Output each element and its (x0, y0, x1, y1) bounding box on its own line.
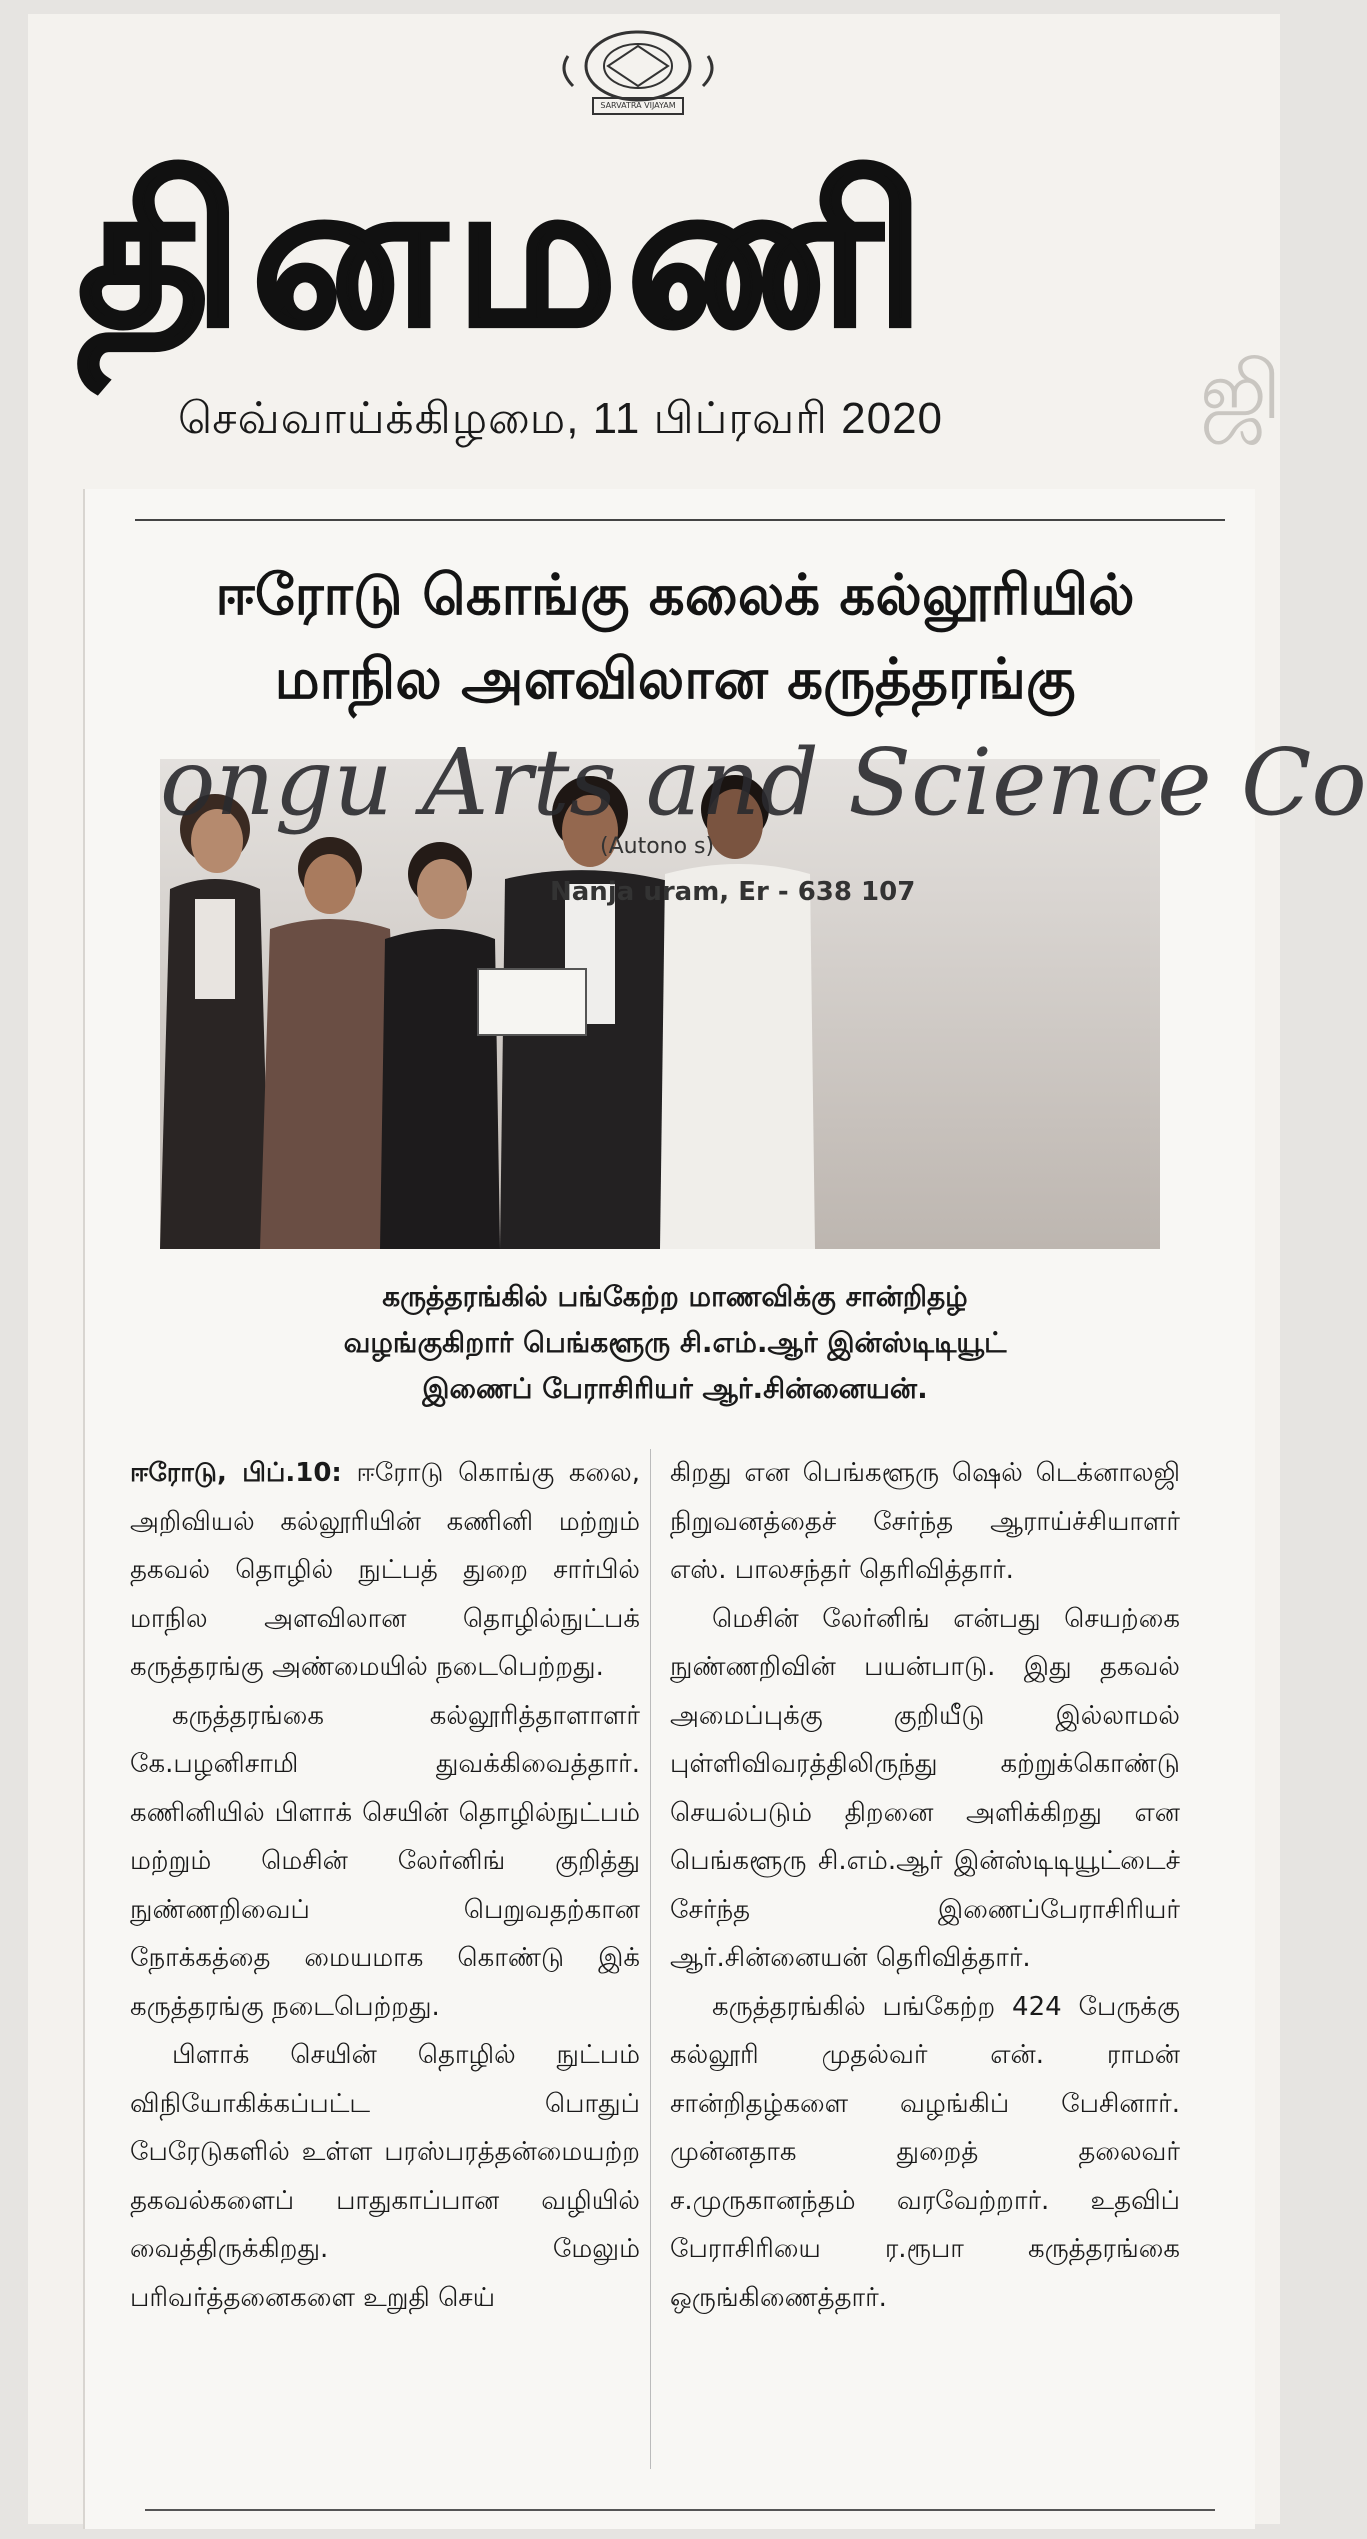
article-headline (145, 554, 1205, 722)
photo-caption (145, 1274, 1205, 1412)
article-paragraph: மெசின் லேர்னிங் என்பது செயற்கை நுண்ணறிவின் பயன்பாடு. இது தகவல் அமைப்புக்கு குறியீடு இல்லாமல் புள்ளிவிவரத்திலிருந்து கற்றுக்கொண்டு செயல்படும் திறனை அளிக்கிறது என பெங்களூரு சி.எம்.ஆர் இன்ஸ்டிடியூட்டைச் சேர்ந்த இணைப்பேராசிரியர் ஆர்.சின்னையன் தெரிவித்தார். (670, 1603, 1180, 1973)
article-paragraph: கிறது என பெங்களூரு ஷெல் டெக்னாலஜி நிறுவனத்தைச் சேர்ந்த ஆராய்ச்சியாளர் எஸ். பாலசந்தர் தெரிவித்தார். (670, 1458, 1180, 1585)
article-paragraph: பிளாக் செயின் தொழில் நுட்பம் விநியோகிக்கப்பட்ட பொதுப் பேரேடுகளில் உள்ள பரஸ்பரத்தன்மையற்ற தகவல்களைப் பாதுகாப்பான வழியில் வைத்திருக்கிறது. மேலும் பரிவர்த்தனைகளை உறுதி செய் (130, 2040, 640, 2313)
headline-line: ஈரோடு கொங்கு கலைக் கல்லூரியில் (215, 563, 1135, 628)
bottom-rule (145, 2509, 1215, 2511)
caption-line: இணைப் பேராசிரியர் ஆர்.சின்னையன். (422, 1372, 928, 1405)
column-divider (650, 1449, 651, 2469)
publication-date: செவ்வாய்க்கிழமை, 11 பிப்ரவரி 2020 (178, 394, 944, 443)
article-column-right (670, 1449, 1180, 2322)
ghost-print-edge: ஜி (1200, 344, 1282, 437)
article-clipping (83, 489, 1367, 2529)
article-paragraph: கருத்தரங்கை கல்லூரித்தாளாளர் கே.பழனிசாமி துவக்கிவைத்தார். கணினியில் பிளாக் செயின் தொழில்நுட்பம் மற்றும் மெசின் லேர்னிங் குறித்து நுண்ணறிவைப் பெறுவதற்கான நோக்கத்தை மையமாக கொண்டு இக் கருத்தரங்கு நடைபெற்றது. (130, 1700, 640, 2022)
caption-line: கருத்தரங்கில் பங்கேற்ற மாணவிக்கு சான்றிதழ் (382, 1280, 968, 1313)
article-dateline: ஈரோடு, பிப்.10: (130, 1458, 342, 1488)
newspaper-page (28, 14, 1367, 2524)
emblem-text: SARVATRA VIJAYAM (600, 101, 676, 110)
article-paragraph: ஈரோடு கொங்கு கலை, அறிவியல் கல்லூரியின் கணினி மற்றும் தகவல் தொழில் நுட்பத் துறை சார்பில் மாநில அளவிலான தொழில்நுட்பக் கருத்தரங்கு அண்மையில் நடைபெற்றது. (130, 1458, 640, 1682)
headline-line: மாநில அளவிலான கருத்தரங்கு (274, 647, 1076, 712)
top-rule (135, 519, 1225, 521)
article-paragraph: கருத்தரங்கில் பங்கேற்ற 424 பேருக்கு கல்லூரி முதல்வர் என். ராமன் சான்றிதழ்களை வழங்கிப் பேசினார். முன்னதாக துறைத் தலைவர் ச.முருகானந்தம் வரவேற்றார். உதவிப் பேராசிரியை ர.ரூபா கருத்தரங்கை ஒருங்கிணைத்தார். (670, 1991, 1180, 2313)
event-photo (160, 729, 1367, 1249)
caption-line: வழங்குகிறார் பெங்களூரு சி.எம்.ஆர் இன்ஸ்டிடியூட் (343, 1326, 1007, 1359)
article-column-left (130, 1449, 640, 2322)
college-banner-address: Nanja uram, Er - 638 107 (550, 877, 916, 907)
college-banner-subtext: (Autono s) (600, 834, 715, 859)
emblem-icon (538, 26, 738, 121)
college-banner-text: ongu Arts and Science Co (160, 729, 1367, 836)
newspaper-masthead-title: தினமணி (78, 136, 935, 371)
